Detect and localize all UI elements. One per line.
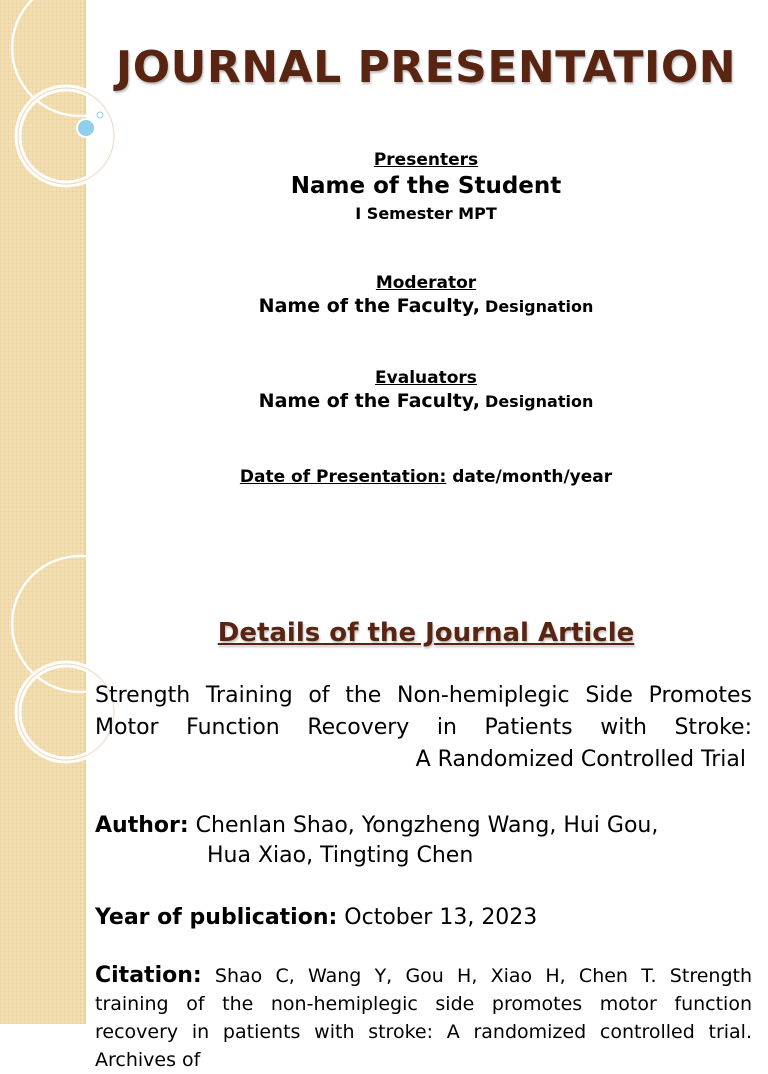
author-label: Author: xyxy=(95,813,189,838)
details-title: Details of the Journal Article xyxy=(217,618,635,648)
bubble-icon xyxy=(77,119,95,137)
authors-block xyxy=(95,811,752,871)
details-slide xyxy=(0,576,768,1071)
evaluators-designation: Designation xyxy=(485,392,594,411)
student-name: Name of the Student xyxy=(290,173,562,199)
page-title: JOURNAL PRESENTATION xyxy=(115,42,737,93)
moderator-line xyxy=(84,295,768,317)
semester-text: I Semester MPT xyxy=(355,204,497,223)
moderator-designation: Designation xyxy=(485,297,594,316)
year-label: Year of publication: xyxy=(95,905,338,930)
article-title-line: Strength Training of the Non-hemiplegic Side Promotes xyxy=(95,683,752,708)
year-block xyxy=(95,902,752,934)
moderator-label: Moderator xyxy=(375,273,477,293)
date-label: Date of Presentation: xyxy=(239,467,447,487)
article-title xyxy=(95,680,752,776)
year-value: October 13, 2023 xyxy=(344,905,538,930)
citation-text: Shao C, Wang Y, Gou H, Xiao H, Chen T. Strength training of the non-hemiplegic side promotes motor function recovery in patients with stroke: A randomized controlled trial. Archives of xyxy=(95,965,752,1071)
citation-label: Citation: xyxy=(95,963,202,988)
evaluators-label: Evaluators xyxy=(375,368,477,388)
evaluators-line xyxy=(84,390,768,412)
article-title-line: A Randomized Controlled Trial xyxy=(415,747,746,772)
authors-line-1: Chenlan Shao, Yongzheng Wang, Hui Gou, xyxy=(195,813,659,838)
date-line xyxy=(84,467,768,487)
authors-line-2: Hua Xiao, Tingting Chen xyxy=(207,843,474,868)
citation-block xyxy=(95,962,752,1074)
article-title-line: Motor Function Recovery in Patients with Stroke: xyxy=(95,715,752,740)
moderator-name: Name of the Faculty, xyxy=(258,295,480,317)
date-value: date/month/year xyxy=(452,467,613,487)
presenters-label: Presenters xyxy=(373,150,479,170)
evaluators-name: Name of the Faculty, xyxy=(258,390,480,412)
